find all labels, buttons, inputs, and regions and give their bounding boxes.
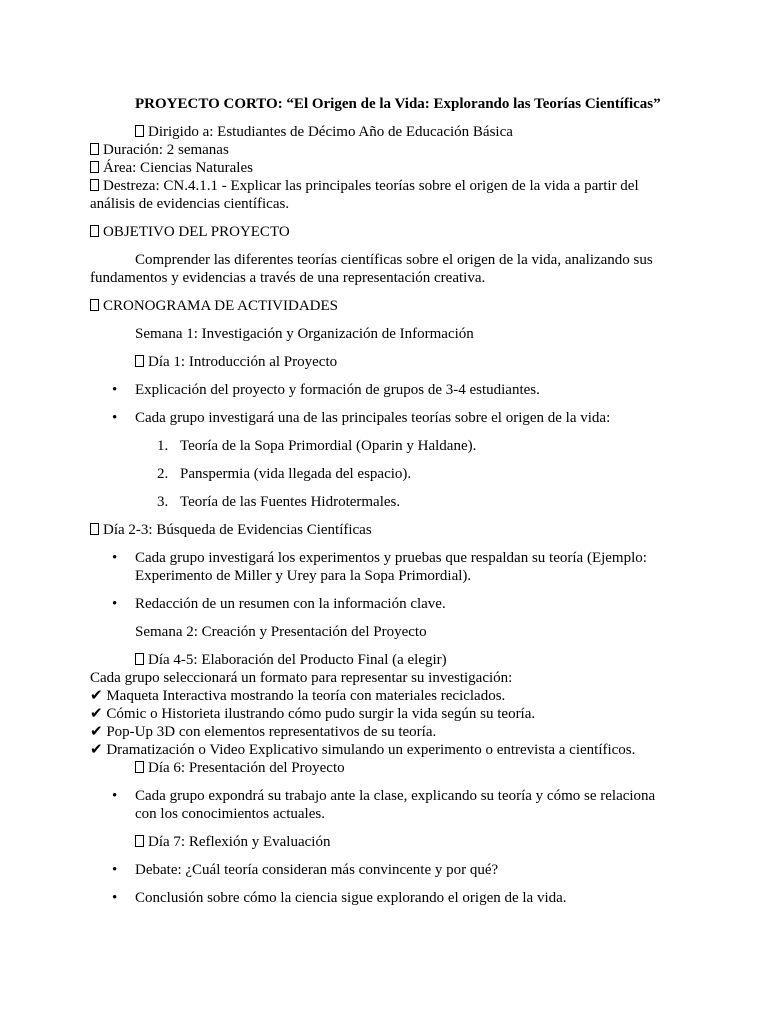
objetivo-heading: OBJETIVO DEL PROYECTO: [90, 223, 680, 241]
list-item: • Debate: ¿Cuál teoría consideran más convincente y por qué?: [112, 862, 499, 878]
missing-glyph-icon: [90, 299, 99, 311]
dia1-heading: Día 1: Introducción al Proyecto: [135, 353, 680, 371]
missing-glyph-icon: [90, 225, 99, 237]
list-item: 1. Teoría de la Sopa Primordial (Oparin y Haldane).: [157, 438, 477, 454]
list-item: • Cada grupo investigará una de las principales teorías sobre el origen de la vida:: [112, 410, 611, 426]
dia45-heading: Día 4-5: Elaboración del Producto Final (a elegir): [135, 651, 680, 669]
list-item: 3. Teoría de las Fuentes Hidrotermales.: [157, 494, 401, 510]
missing-glyph-icon: [135, 125, 144, 137]
missing-glyph-icon: [90, 523, 99, 535]
objetivo-text: Comprender las diferentes teorías científicas sobre el origen de la vida, analizando sus fundamentos y evidencias a través de una representación creativa.: [90, 252, 653, 286]
list-number: 2.: [157, 466, 169, 482]
missing-glyph-icon: [90, 179, 99, 191]
format-option: ✔ Dramatización o Video Explicativo simulando un experimento o entrevista a científicos.: [90, 742, 636, 758]
semana1-heading: Semana 1: Investigación y Organización de Información: [135, 326, 474, 342]
bullet-icon: •: [112, 550, 118, 566]
missing-glyph-icon: [135, 653, 144, 665]
list-number: 3.: [157, 494, 169, 510]
semana2-heading: Semana 2: Creación y Presentación del Proyecto: [135, 624, 427, 640]
info-duracion: Duración: 2 semanas: [90, 141, 680, 159]
dia7-bullet-list: [90, 861, 680, 907]
missing-glyph-icon: [135, 761, 144, 773]
bullet-icon: •: [112, 596, 118, 612]
format-option: ✔ Maqueta Interactiva mostrando la teoría con materiales reciclados.: [90, 688, 506, 704]
info-dirigido: Dirigido a: Estudiantes de Décimo Año de Educación Básica: [135, 123, 680, 141]
dia45-intro: Cada grupo seleccionará un formato para representar su investigación:: [90, 670, 513, 686]
format-option: ✔ Pop-Up 3D con elementos representativos de su teoría.: [90, 724, 437, 740]
document-title: PROYECTO CORTO: “El Origen de la Vida: Explorando las Teorías Científicas”: [135, 96, 661, 112]
dia6-heading: Día 6: Presentación del Proyecto: [135, 759, 680, 777]
missing-glyph-icon: [135, 355, 144, 367]
list-item: • Redacción de un resumen con la información clave.: [112, 596, 446, 612]
theories-numbered-list: [90, 437, 680, 511]
missing-glyph-icon: [90, 143, 99, 155]
dia7-heading: Día 7: Reflexión y Evaluación: [135, 833, 680, 851]
missing-glyph-icon: [90, 161, 99, 173]
bullet-icon: •: [112, 862, 118, 878]
list-item: • Cada grupo expondrá su trabajo ante la clase, explicando su teoría y cómo se relaciona con los conocimientos actuales.: [112, 788, 656, 822]
list-number: 1.: [157, 438, 169, 454]
bullet-icon: •: [112, 382, 118, 398]
list-item: • Conclusión sobre cómo la ciencia sigue explorando el origen de la vida.: [112, 890, 567, 906]
list-item: • Cada grupo investigará los experimentos y pruebas que respaldan su teoría (Ejemplo: Experimento de Miller y Urey para la Sopa Primordial).: [112, 550, 647, 584]
dia1-bullet-list: [90, 381, 680, 427]
info-destreza: Destreza: CN.4.1.1 - Explicar las principales teorías sobre el origen de la vida a partir del análisis de evidencias científicas.: [90, 178, 639, 212]
format-option: ✔ Cómic o Historieta ilustrando cómo pudo surgir la vida según su teoría.: [90, 706, 536, 722]
bullet-icon: •: [112, 788, 118, 804]
dia23-heading: Día 2-3: Búsqueda de Evidencias Científicas: [90, 521, 680, 539]
cronograma-heading: CRONOGRAMA DE ACTIVIDADES: [90, 297, 680, 315]
dia6-bullet-list: [90, 787, 680, 823]
list-item: 2. Panspermia (vida llegada del espacio).: [157, 466, 412, 482]
info-area: Área: Ciencias Naturales: [90, 159, 680, 177]
list-item: • Explicación del proyecto y formación de grupos de 3-4 estudiantes.: [112, 382, 540, 398]
document-page: [90, 95, 680, 917]
dia23-bullet-list: [90, 549, 680, 613]
missing-glyph-icon: [135, 835, 144, 847]
bullet-icon: •: [112, 890, 118, 906]
bullet-icon: •: [112, 410, 118, 426]
